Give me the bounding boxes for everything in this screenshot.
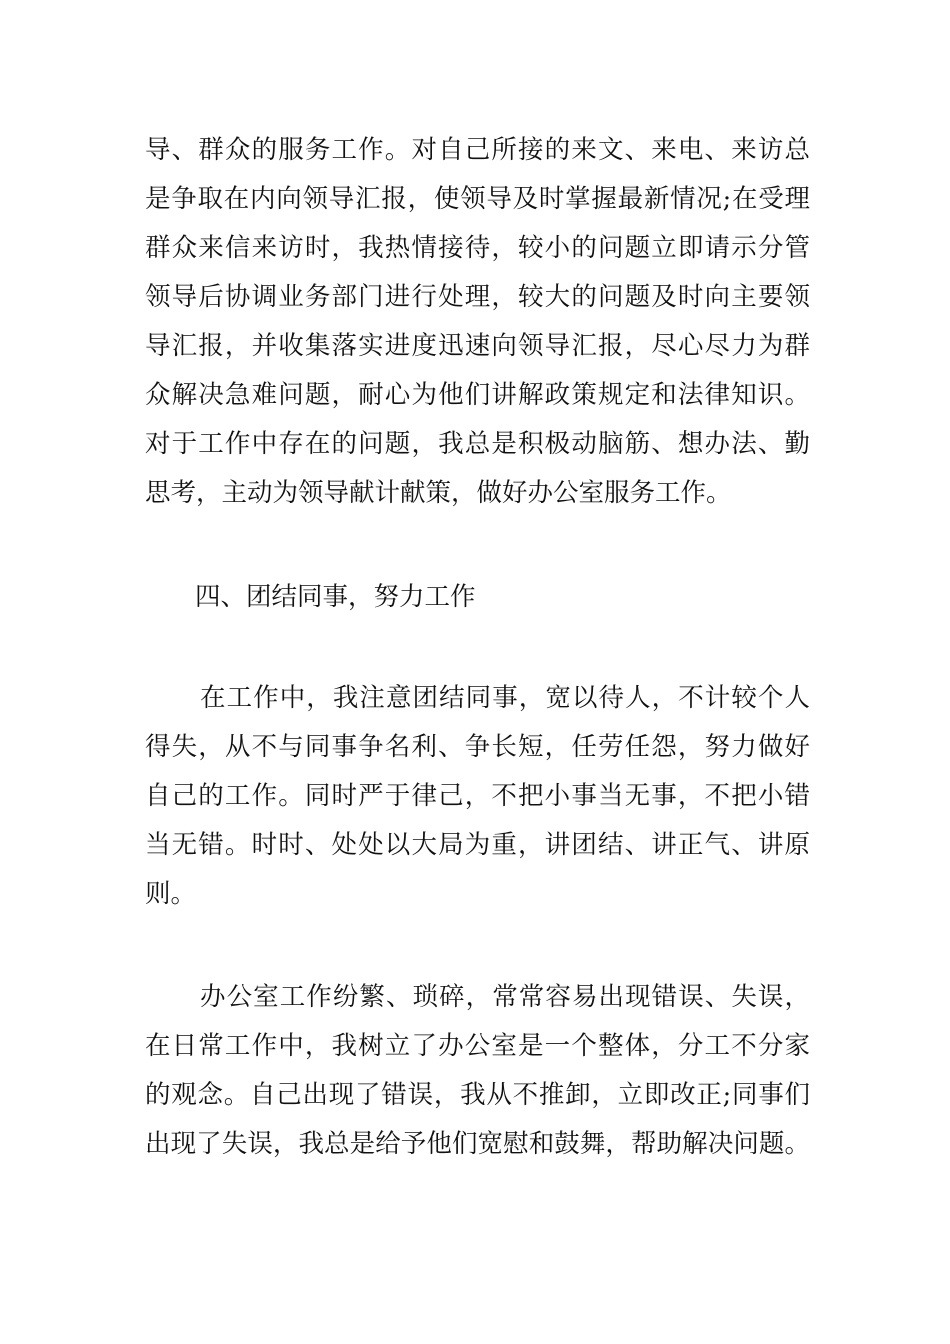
paragraph-line: 自己的工作。同时严于律己，不把小事当无事，不把小错 xyxy=(145,781,810,811)
paragraph-line: 在工作中，我注意团结同事，宽以待人，不计较个人 xyxy=(200,683,810,713)
paragraph-line: 办公室工作纷繁、琐碎，常常容易出现错误、失误， xyxy=(200,982,810,1012)
paragraph-line: 对于工作中存在的问题，我总是积极动脑筋、想办法、勤 xyxy=(145,429,810,459)
paragraph-line: 众解决急难问题，耐心为他们讲解政策规定和法律知识。 xyxy=(145,380,810,410)
paragraph-line: 则。 xyxy=(145,879,197,909)
paragraph-line: 领导后协调业务部门进行处理，较大的问题及时向主要领 xyxy=(145,282,810,312)
paragraph-line: 在日常工作中，我树立了办公室是一个整体，分工不分家 xyxy=(145,1031,810,1061)
paragraph-line: 当无错。时时、处处以大局为重，讲团结、讲正气、讲原 xyxy=(145,830,810,860)
section-heading: 四、团结同事，努力工作 xyxy=(195,582,476,612)
paragraph-line: 出现了失误，我总是给予他们宽慰和鼓舞，帮助解决问题。 xyxy=(145,1129,810,1159)
paragraph-line: 的观念。自己出现了错误，我从不推卸，立即改正;同事们 xyxy=(145,1080,810,1110)
paragraph-line: 群众来信来访时，我热情接待，较小的问题立即请示分管 xyxy=(145,233,810,263)
paragraph-line: 导、群众的服务工作。对自己所接的来文、来电、来访总 xyxy=(145,135,810,165)
paragraph-line: 思考，主动为领导献计献策，做好办公室服务工作。 xyxy=(145,478,732,508)
paragraph-line: 导汇报，并收集落实进度迅速向领导汇报，尽心尽力为群 xyxy=(145,331,810,361)
paragraph-line: 得失，从不与同事争名利、争长短，任劳任怨，努力做好 xyxy=(145,732,810,762)
paragraph-line: 是争取在内向领导汇报，使领导及时掌握最新情况;在受理 xyxy=(145,184,810,214)
